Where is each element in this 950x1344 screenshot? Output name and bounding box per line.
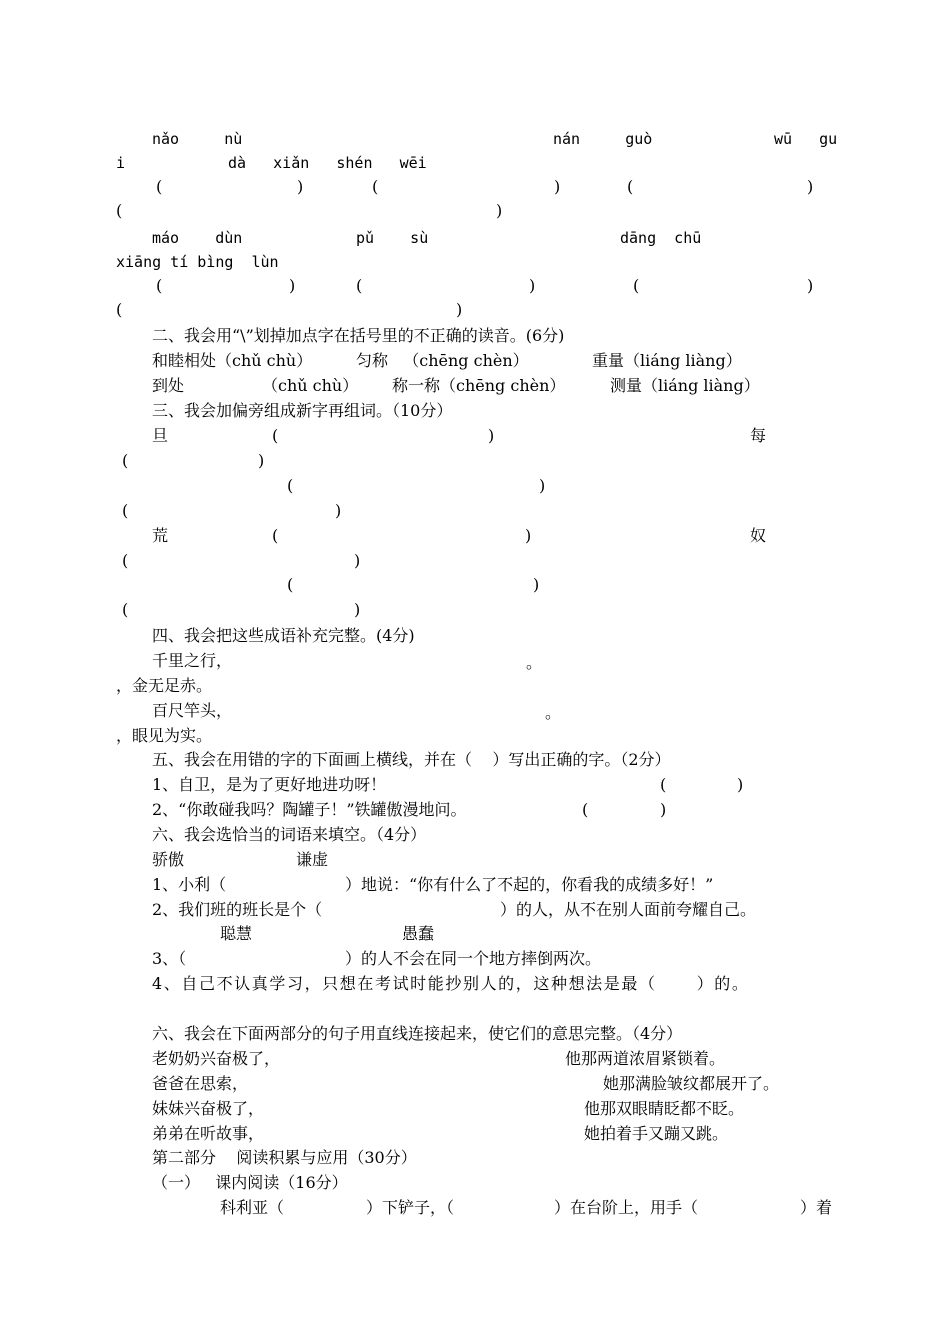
pinyin-wu-gu: wū gu bbox=[774, 130, 838, 148]
section5-item: 1、自卫，是为了更好地进功呀！ bbox=[152, 775, 387, 794]
paren-close: ) bbox=[289, 276, 296, 295]
paren-open: ( bbox=[356, 276, 363, 295]
paren-close: ) bbox=[737, 775, 744, 794]
paren-close: ) bbox=[539, 476, 546, 495]
section6b-title: 六、我会在下面两部分的句子用直线连接起来，使它们的意思完整。（4分） bbox=[152, 1024, 683, 1043]
section5-title: 五、我会在用错的字的下面画上横线，并在（ ）写出正确的字。（2分） bbox=[152, 750, 671, 769]
match-right: 她拍着手又蹦又跳。 bbox=[584, 1124, 729, 1143]
match-right: 他那两道浓眉紧锁着。 bbox=[565, 1049, 726, 1068]
section2-item: 称一称（chēng chèn） bbox=[392, 376, 566, 395]
paren-open: ( bbox=[660, 775, 667, 794]
paren-close: ) bbox=[554, 177, 561, 196]
section3-char: 旦 bbox=[152, 426, 169, 445]
paren-close: ) bbox=[525, 526, 532, 545]
section2-item: 到处 bbox=[152, 376, 185, 395]
paren-close: ) bbox=[258, 451, 265, 470]
paren-close: ) bbox=[297, 177, 304, 196]
section6a-item: 2、我们班的班长是个（ bbox=[152, 900, 323, 919]
section2-item: 重量（liáng liàng） bbox=[592, 351, 742, 370]
match-left: 妹妹兴奋极了， bbox=[152, 1099, 265, 1118]
paren-close: ) bbox=[456, 300, 463, 319]
paren-close: ) bbox=[335, 501, 342, 520]
match-right: 她那满脸皱纹都展开了。 bbox=[603, 1074, 780, 1093]
reading-line: ）着 bbox=[800, 1198, 833, 1217]
pinyin-xiang-ti-bing-lun: xiāng tí bìng lùn bbox=[116, 253, 279, 271]
paren-close: ) bbox=[488, 426, 495, 445]
pinyin-mao-dun: máo dùn bbox=[152, 229, 243, 247]
section2-item: （chǔ chù） bbox=[262, 376, 359, 395]
section3-char: 奴 bbox=[750, 526, 767, 545]
section2-title: 二、我会用“\”划掉加点字在括号里的不正确的读音。(6分) bbox=[152, 326, 565, 345]
pinyin-nao-nu: nǎo nù bbox=[152, 130, 243, 148]
section6a-item: ）的人，从不在别人面前夸耀自己。 bbox=[500, 900, 757, 919]
paren-open: ( bbox=[627, 177, 634, 196]
word-choice: 愚蠢 bbox=[402, 924, 435, 943]
paren-open: ( bbox=[156, 177, 163, 196]
pinyin-da-xian-shen-wei: dà xiǎn shén wēi bbox=[228, 154, 427, 172]
part2-subtitle: （一） 课内阅读（16分） bbox=[152, 1173, 348, 1192]
section2-item: 和睦相处（chǔ chù） bbox=[152, 351, 313, 370]
section6a-item: 4、自己不认真学习，只想在考试时能抄别人的，这种想法是最（ ）的。 bbox=[152, 974, 750, 993]
paren-open: ( bbox=[116, 300, 123, 319]
match-left: 爸爸在思索， bbox=[152, 1074, 249, 1093]
reading-line: ）在台阶上，用手（ bbox=[554, 1198, 699, 1217]
section6a-item: 3、（ bbox=[152, 949, 187, 968]
section5-item: 2、“你敢碰我吗？陶罐子！”铁罐傲漫地问。 bbox=[152, 800, 467, 819]
paren-close: ) bbox=[496, 201, 503, 220]
reading-line: 科利亚（ bbox=[220, 1198, 285, 1217]
section6a-item: ）地说：“你有什么了不起的，你看我的成绩多好！” bbox=[345, 875, 714, 894]
section6a-item: ）的人不会在同一个地方摔倒两次。 bbox=[345, 949, 602, 968]
paren-open: ( bbox=[272, 526, 279, 545]
idiom-line: 千里之行， bbox=[152, 651, 233, 670]
section2-item: 测量（liáng liàng） bbox=[610, 376, 760, 395]
idiom-line: 。 bbox=[526, 653, 543, 672]
word-choice: 骄傲 bbox=[152, 850, 185, 869]
paren-open: ( bbox=[272, 426, 279, 445]
paren-close: ) bbox=[354, 600, 361, 619]
pinyin-wrap-i: i bbox=[116, 154, 126, 172]
paren-open: ( bbox=[287, 575, 294, 594]
idiom-line: 百尺竿头， bbox=[152, 701, 233, 720]
idiom-line: ，金无足赤。 bbox=[116, 676, 213, 695]
match-left: 老奶奶兴奋极了， bbox=[152, 1049, 281, 1068]
paren-open: ( bbox=[122, 600, 129, 619]
pinyin-nan-guo: nán guò bbox=[553, 130, 653, 148]
pinyin-pu-su: pǔ sù bbox=[356, 229, 429, 247]
paren-open: ( bbox=[122, 451, 129, 470]
word-choice: 谦虚 bbox=[296, 850, 329, 869]
idiom-line: 。 bbox=[545, 703, 562, 722]
paren-close: ) bbox=[807, 276, 814, 295]
paren-open: ( bbox=[156, 276, 163, 295]
paren-open: ( bbox=[372, 177, 379, 196]
section6a-title: 六、我会选恰当的词语来填空。（4分） bbox=[152, 825, 427, 844]
paren-close: ) bbox=[807, 177, 814, 196]
section3-char: 每 bbox=[750, 426, 767, 445]
section2-item: 匀称 （chēng chèn） bbox=[356, 351, 529, 370]
word-choice: 聪慧 bbox=[220, 924, 253, 943]
paren-open: ( bbox=[633, 276, 640, 295]
paren-open: ( bbox=[122, 501, 129, 520]
reading-line: ）下铲子，（ bbox=[366, 1198, 455, 1217]
paren-close: ) bbox=[660, 800, 667, 819]
paren-open: ( bbox=[122, 551, 129, 570]
paren-open: ( bbox=[582, 800, 589, 819]
section3-title: 三、我会加偏旁组成新字再组词。（10分） bbox=[152, 401, 453, 420]
paren-close: ) bbox=[354, 551, 361, 570]
match-right: 他那双眼睛眨都不眨。 bbox=[584, 1099, 745, 1118]
paren-open: ( bbox=[287, 476, 294, 495]
paren-open: ( bbox=[116, 201, 123, 220]
paren-close: ) bbox=[533, 575, 540, 594]
idiom-line: ，眼见为实。 bbox=[116, 726, 213, 745]
section4-title: 四、我会把这些成语补充完整。(4分) bbox=[152, 626, 415, 645]
paren-close: ) bbox=[529, 276, 536, 295]
section3-char: 荒 bbox=[152, 526, 169, 545]
match-left: 弟弟在听故事， bbox=[152, 1124, 265, 1143]
section6a-item: 1、小利（ bbox=[152, 875, 227, 894]
pinyin-dang-chu: dāng chū bbox=[620, 229, 702, 247]
part2-title: 第二部分 阅读积累与应用（30分） bbox=[152, 1148, 417, 1167]
